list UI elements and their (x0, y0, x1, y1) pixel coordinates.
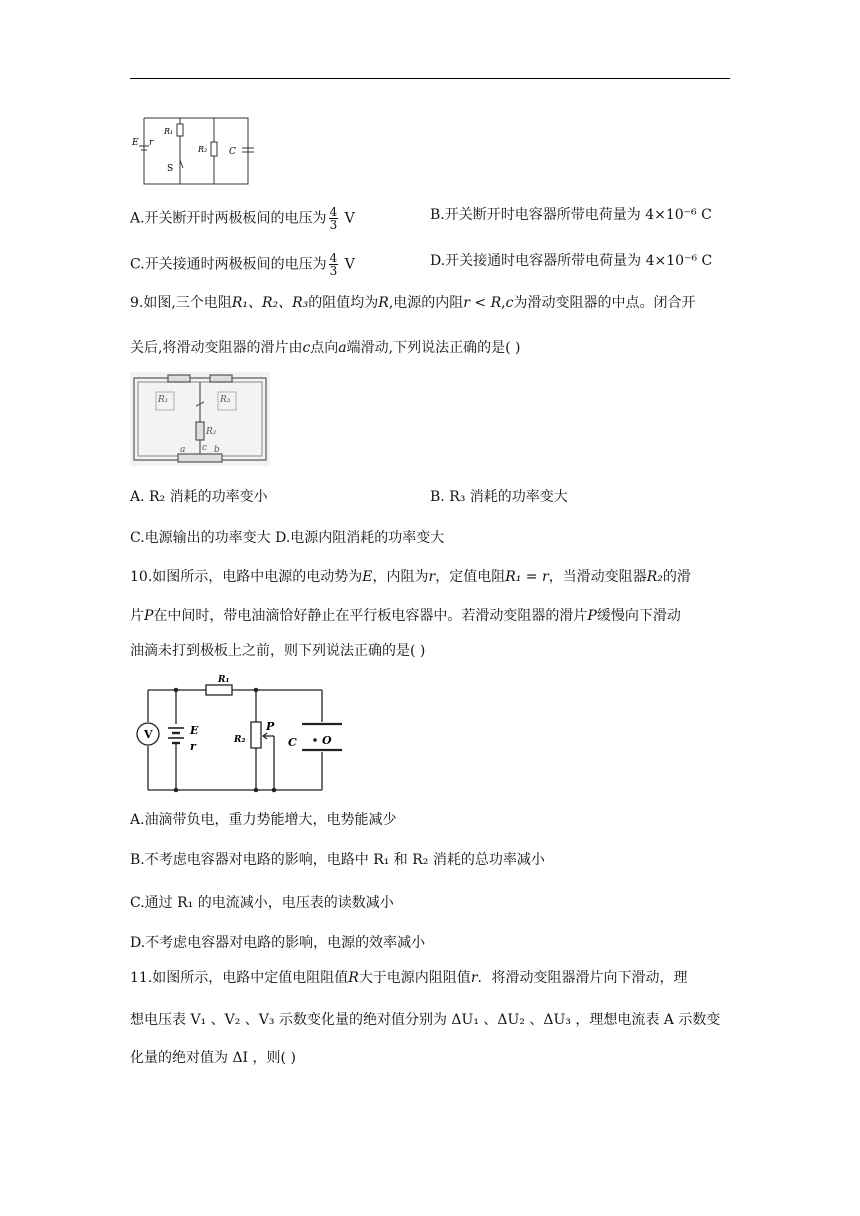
q10-option-d: D.不考虑电容器对电路的影响，电源的效率减小 (130, 935, 426, 951)
text: 大于电源内阻阻值 (358, 970, 471, 986)
q11-stem-line2 (130, 1011, 720, 1029)
math: c (505, 295, 514, 311)
text: 点向 (310, 340, 339, 356)
text: 端滑动,下列说法正确的是( ) (346, 340, 521, 356)
text: 10.如图所示，电路中电源的电动势为 (130, 569, 363, 585)
math: P (144, 608, 154, 624)
label-C: C (288, 736, 297, 749)
label-R2: R₂ (198, 145, 208, 154)
math: a (338, 340, 347, 356)
math: R (348, 970, 359, 986)
label-E: E (190, 724, 199, 737)
q9-option-cd: C.电源输出的功率变大 D.电源内阻消耗的功率变大 (130, 530, 445, 546)
denominator: 3 (329, 264, 338, 278)
math: r < R (463, 295, 502, 311)
q10-option-b: B.不考虑电容器对电路的影响，电路中 R₁ 和 R₂ 消耗的总功率减小 (130, 852, 545, 868)
q11-stem-line3: 化量的绝对值为 ΔI ，则( ) (130, 1050, 296, 1066)
text: A (663, 1012, 674, 1028)
math: r (470, 970, 478, 986)
text: 想电压表 V₁ 、V₂ 、V₃ 示数变化量的绝对值分别为 ΔU₁ 、ΔU₂ 、ΔU₃ ，理想电流表 (130, 1012, 660, 1028)
text: , (501, 295, 506, 311)
text: 缓慢向下滑动 (596, 608, 681, 624)
text: ,电源的内阻 (388, 295, 464, 311)
label-V: V (144, 728, 153, 741)
q9-circuit-figure (130, 372, 270, 466)
text: 9.如图,三个电阻 (130, 295, 232, 311)
label-R2: R₂ (234, 735, 246, 745)
text: 的滑 (662, 569, 691, 585)
label-b: b (214, 445, 220, 455)
math: R₁、R₂、R₃ (231, 295, 309, 311)
text: 在中间时，带电油滴恰好静止在平行板电容器中。若滑动变阻器的滑片 (153, 608, 588, 624)
denominator: 3 (329, 218, 338, 232)
q8-option-b: B.开关断开时电容器所带电荷量为 4×10⁻⁶ C (430, 207, 712, 223)
label-r: r (149, 138, 154, 148)
q8-c-text: C.开关接通时两极板间的电压为 (130, 256, 327, 273)
label-P: P (266, 720, 275, 733)
text: 示数变 (678, 1012, 721, 1028)
label-a: a (180, 445, 186, 455)
unit: V (344, 210, 355, 227)
numerator: 4 (329, 251, 338, 265)
label-c: c (202, 443, 208, 453)
text: 为滑动变阻器的中点。闭合开 (513, 295, 696, 311)
q9-option-b: B. R₃ 消耗的功率变大 (430, 489, 568, 505)
math: P (587, 608, 597, 624)
text: 11.如图所示，电路中定值电阻阻值 (130, 970, 349, 986)
q8-option-a (130, 206, 355, 231)
q10-option-a: A.油滴带负电，重力势能增大，电势能减少 (130, 812, 397, 828)
label-O: O (322, 734, 332, 747)
q10-stem-line2 (130, 607, 681, 625)
label-R1: R₁ (218, 675, 230, 685)
text: ，定值电阻 (435, 569, 506, 585)
text: 的阻值均为 (308, 295, 379, 311)
math: R₁ = r (505, 569, 549, 585)
text: 关后,将滑动变阻器的滑片由 (130, 340, 303, 356)
math: R₂ (646, 569, 663, 585)
q8-circuit-figure (130, 108, 260, 188)
text: 片 (130, 608, 144, 624)
q10-stem-line3: 油滴未打到极板上之前，则下列说法正确的是( ) (130, 643, 426, 659)
label-R2: R₂ (206, 427, 217, 437)
text: ，当滑动变阻器 (548, 569, 647, 585)
text: ，内阻为 (372, 569, 429, 585)
math: r (428, 569, 436, 585)
q9-stem-line2 (130, 339, 520, 357)
label-r: r (190, 740, 196, 753)
q8-a-text: A.开关断开时两极板间的电压为 (130, 210, 327, 227)
label-R3: R₃ (220, 395, 231, 405)
label-R1: R₁ (158, 395, 169, 405)
numerator: 4 (329, 205, 338, 219)
q10-option-c: C.通过 R₁ 的电流减小，电压表的读数减小 (130, 895, 394, 911)
label-S: S (167, 164, 174, 174)
q11-stem-line1 (130, 969, 688, 987)
label-R1: R₁ (164, 127, 174, 136)
q9-stem-line1 (130, 294, 695, 312)
q10-stem-line1 (130, 568, 691, 586)
fraction (329, 206, 339, 231)
text: ．将滑动变阻器滑片向下滑动，理 (477, 970, 688, 986)
unit: V (344, 256, 355, 273)
q8-option-d: D.开关接通时电容器所带电荷量为 4×10⁻⁶ C (430, 253, 713, 269)
math: R (378, 295, 389, 311)
header-rule (130, 78, 730, 79)
math: E (362, 569, 373, 585)
math: c (302, 340, 311, 356)
fraction (329, 252, 339, 277)
label-E: E (132, 138, 139, 148)
q8-option-c (130, 252, 355, 277)
q9-option-a: A. R₂ 消耗的功率变小 (130, 489, 268, 505)
q10-circuit-figure (134, 672, 348, 794)
label-C: C (229, 147, 236, 157)
